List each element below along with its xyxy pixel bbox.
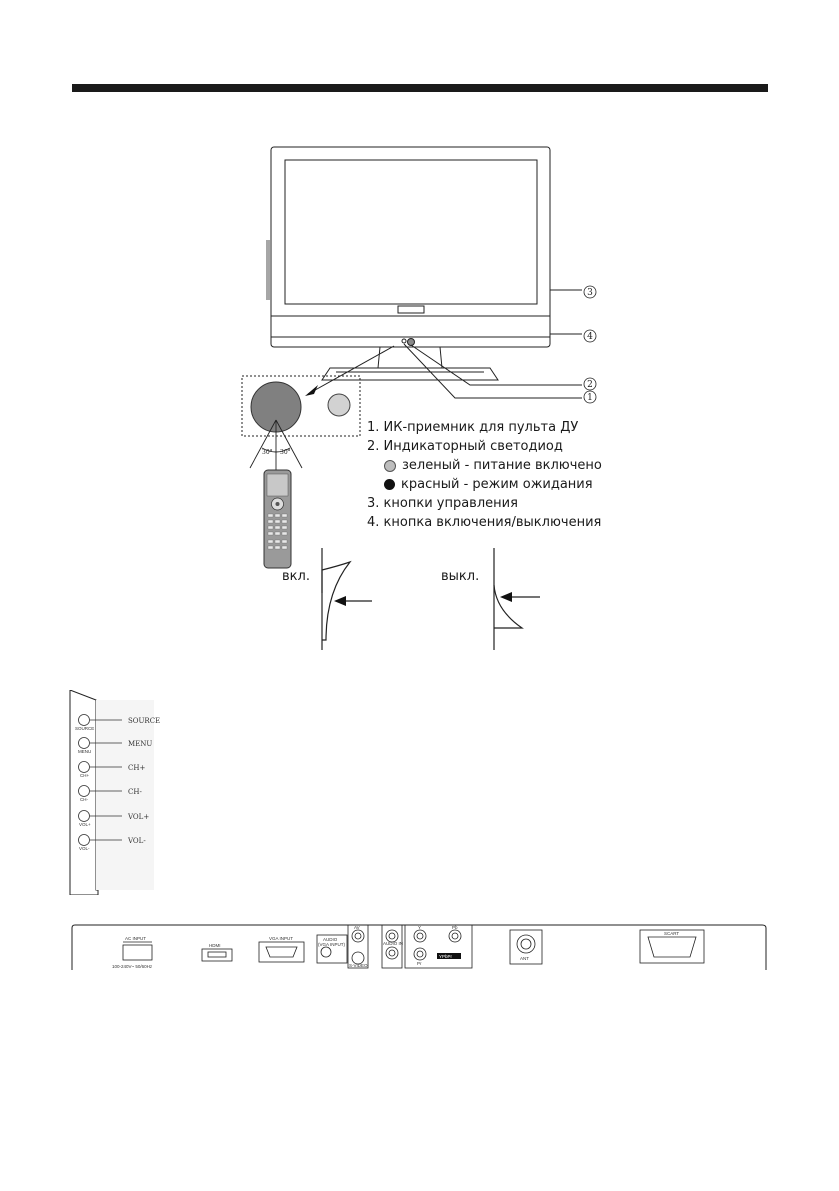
callout-3: 3 [587, 288, 593, 298]
switch-off-diagram [494, 548, 540, 650]
side-small-menu: MENU [78, 749, 92, 754]
callout-4: 4 [587, 332, 593, 342]
switch-on-arrow [334, 596, 346, 606]
tv-bezel [271, 147, 550, 347]
switch-on-diagram [322, 548, 372, 650]
rear-ypbpr: YPbPr [439, 954, 453, 959]
tv-screen [285, 160, 537, 304]
rear-audio: AUDIO [323, 937, 338, 942]
audio-in-block [382, 925, 402, 968]
legend-item-2: 2. Индикаторный светодиод [367, 439, 563, 454]
rear-audio-in: AUDIO IN [383, 941, 404, 946]
power-led [408, 339, 415, 346]
tv-logo-badge [398, 306, 424, 313]
switch-on-label: вкл. [282, 569, 310, 584]
side-small-volplus: VOL+ [79, 822, 91, 827]
legend-green-text: зеленый - питание включено [402, 458, 602, 473]
rear-ac-input: AC INPUT [125, 936, 147, 941]
rear-ant: ANT [520, 956, 529, 961]
callout-1: 1 [587, 393, 593, 403]
side-panel-diagram [0, 690, 200, 895]
legend-item-1: 1. ИК-приемник для пульта ДУ [367, 420, 579, 435]
side-label-volminus: VOL- [128, 837, 146, 845]
switch-off-label: выкл. [441, 569, 480, 584]
av-block [348, 925, 368, 968]
rear-audio-sub: (VGA INPUT) [318, 942, 346, 947]
callout-2: 2 [587, 380, 593, 390]
rear-av: AV [354, 925, 360, 930]
hdmi-port [202, 949, 232, 961]
legend-item-2-green [367, 456, 647, 475]
side-small-chminus: CH- [80, 797, 88, 802]
remote-control [264, 470, 291, 568]
green-dot-icon [384, 460, 396, 472]
rear-pb: Pb [452, 925, 458, 930]
legend-red-text: красный - режим ожидания [401, 477, 593, 492]
side-small-source: SOURCE [75, 726, 95, 731]
ypbpr-block [405, 925, 472, 968]
ir-receiver [402, 339, 406, 343]
side-label-chminus: CH- [128, 788, 142, 796]
rear-ac-spec: 100-240V~ 50/60Hz [112, 964, 153, 969]
rear-svideo: S-VIDEO [349, 963, 368, 968]
legend-item-2-red [367, 475, 647, 494]
side-label-volplus: VOL+ [128, 813, 150, 821]
switch-off-arrow [500, 592, 512, 602]
rear-scart: SCART [664, 931, 680, 936]
side-small-volminus: VOL- [79, 846, 90, 851]
angle-right: 30° [280, 449, 291, 456]
legend-item-4: 4. кнопка включения/выключения [367, 515, 602, 530]
rear-panel-diagram [0, 920, 839, 980]
side-label-source: SOURCE [128, 717, 161, 725]
legend [367, 418, 647, 532]
rear-pr: Pr [417, 961, 422, 966]
audio-vga-jack [321, 947, 331, 957]
side-small-chplus: CH+ [80, 773, 90, 778]
rear-y: Y [418, 925, 422, 930]
legend-item-3: 3. кнопки управления [367, 496, 518, 511]
led-zoom [328, 394, 350, 416]
side-label-chplus: CH+ [128, 764, 146, 772]
vga-port [259, 942, 304, 962]
red-dot-icon [384, 479, 395, 490]
ac-input-socket [123, 945, 152, 960]
angle-left: 30° [262, 449, 273, 456]
side-label-menu: MENU [128, 740, 153, 748]
rear-hdmi: HDMI [209, 943, 221, 948]
rear-vga: VGA INPUT [269, 936, 294, 941]
